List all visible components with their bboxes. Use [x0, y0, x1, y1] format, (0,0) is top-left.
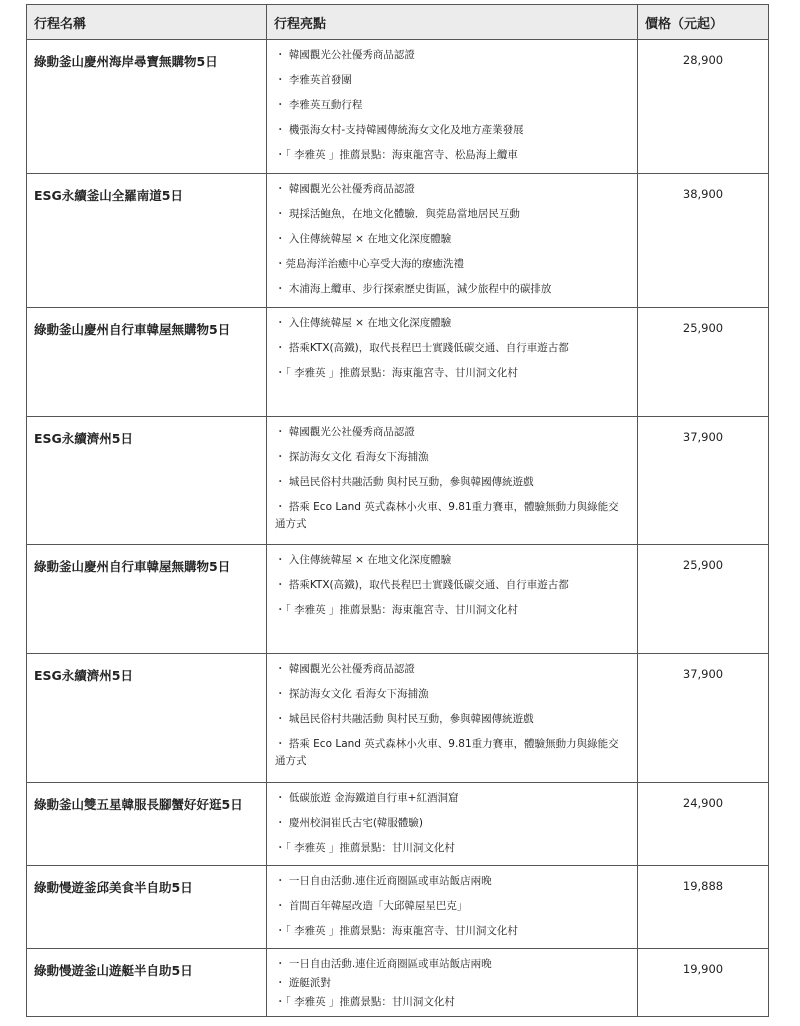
highlight-item: ・ 搭乘 Eco Land 英式森林小火車、9.81重力賽車，體驗無動力與綠能交通方式: [275, 501, 619, 530]
tour-name: 綠動釜山慶州自行車韓屋無購物5日: [27, 545, 267, 654]
highlight-list: [275, 315, 629, 382]
header-price: 價格（元起）: [638, 5, 769, 40]
tour-price: 25,900: [638, 545, 769, 654]
highlight-item: ・「 李雅英 」推薦景點：海東龍宮寺、甘川洞文化村: [275, 367, 518, 379]
tour-name: 綠動釜山慶州自行車韓屋無購物5日: [27, 308, 267, 417]
table-row: [27, 866, 769, 949]
tour-price: 38,900: [638, 174, 769, 308]
tour-price: 37,900: [638, 654, 769, 783]
highlight-item: ・ 李雅英互動行程: [275, 99, 363, 111]
table-row: [27, 654, 769, 783]
tour-price: 19,888: [638, 866, 769, 949]
tour-price: 37,900: [638, 417, 769, 545]
table-row: [27, 417, 769, 545]
highlight-list: [275, 47, 629, 164]
highlight-item: ・ 入住傳統韓屋 × 在地文化深度體驗: [275, 554, 452, 566]
highlight-list: [275, 661, 629, 770]
highlight-list: [275, 181, 629, 298]
tour-name: ESG永續濟州5日: [27, 417, 267, 545]
highlight-item: ・ 機張海女村-支持韓國傳統海女文化及地方產業發展: [275, 124, 524, 136]
header-row: [27, 5, 769, 40]
highlight-list: [275, 873, 629, 940]
highlight-item: ・ 搭乘 Eco Land 英式森林小火車、9.81重力賽車，體驗無動力與綠能交通方式: [275, 738, 619, 767]
tour-name: ESG永續釜山全羅南道5日: [27, 174, 267, 308]
highlight-item: ・ 探訪海女文化 看海女下海捕漁: [275, 688, 429, 700]
highlight-item: ・ 首間百年韓屋改造「大邱韓屋星巴克」: [275, 900, 468, 912]
highlight-list: [275, 956, 629, 1011]
highlight-list: [275, 424, 629, 533]
table-row: [27, 949, 769, 1017]
table-row: [27, 40, 769, 174]
tour-name: 綠動釜山慶州海岸尋寶無購物5日: [27, 40, 267, 174]
highlight-item: ・ 木浦海上纜車、步行探索歷史街區，減少旅程中的碳排放: [275, 283, 552, 295]
highlight-item: ・ 韓國觀光公社優秀商品認證: [275, 663, 415, 675]
highlight-item: ・ 一日自由活動.連住近商圈區或車站飯店兩晚: [275, 958, 492, 970]
tour-price: 25,900: [638, 308, 769, 417]
itinerary-table: [26, 4, 769, 1017]
highlight-item: ・ 城邑民俗村共融活動 與村民互動，參與韓國傳統遊戲: [275, 476, 534, 488]
highlight-item: ・ 入住傳統韓屋 × 在地文化深度體驗: [275, 233, 452, 245]
highlight-item: ・「 李雅英 」推薦景點：海東龍宮寺、松島海上纜車: [275, 149, 518, 161]
highlight-item: ・「 李雅英 」推薦景點：海東龍宮寺、甘川洞文化村: [275, 604, 518, 616]
highlight-item: ・ 搭乘KTX(高鐵)，取代長程巴士實踐低碳交通、自行車遊古都: [275, 342, 569, 354]
highlight-item: ・ 韓國觀光公社優秀商品認證: [275, 49, 415, 61]
highlight-item: ・ 探訪海女文化 看海女下海捕漁: [275, 451, 429, 463]
table-row: [27, 783, 769, 866]
highlight-item: ・ 低碳旅遊 金海鐵道自行車+紅酒洞窟: [275, 792, 459, 804]
tour-name: 綠動釜山雙五星韓服長腳蟹好好逛5日: [27, 783, 267, 866]
highlight-item: ・莞島海洋治癒中心享受大海的療癒洗禮: [275, 258, 464, 270]
highlight-item: ・ 韓國觀光公社優秀商品認證: [275, 183, 415, 195]
tour-name: 綠動慢遊釜山遊艇半自助5日: [27, 949, 267, 1017]
table-row: [27, 545, 769, 654]
highlight-item: ・ 遊艇派對: [275, 977, 331, 989]
tour-price: 24,900: [638, 783, 769, 866]
highlight-item: ・ 搭乘KTX(高鐵)，取代長程巴士實踐低碳交通、自行車遊古都: [275, 579, 569, 591]
table-row: [27, 308, 769, 417]
tour-price: 28,900: [638, 40, 769, 174]
highlight-item: ・「 李雅英 」推薦景點：甘川洞文化村: [275, 996, 455, 1008]
highlight-list: [275, 790, 629, 857]
tour-name: ESG永續濟州5日: [27, 654, 267, 783]
highlight-item: ・ 一日自由活動.連住近商圈區或車站飯店兩晚: [275, 875, 492, 887]
highlight-item: ・ 現採活鮑魚，在地文化體驗．與莞島當地居民互動: [275, 208, 520, 220]
highlight-list: [275, 552, 629, 619]
highlight-item: ・ 韓國觀光公社優秀商品認證: [275, 426, 415, 438]
highlight-item: ・ 入住傳統韓屋 × 在地文化深度體驗: [275, 317, 452, 329]
header-name: 行程名稱: [27, 5, 267, 40]
highlight-item: ・「 李雅英 」推薦景點：甘川洞文化村: [275, 842, 455, 854]
highlight-item: ・「 李雅英 」推薦景點：海東龍宮寺、甘川洞文化村: [275, 925, 518, 937]
header-highlights: 行程亮點: [267, 5, 638, 40]
tour-price: 19,900: [638, 949, 769, 1017]
highlight-item: ・ 李雅英首發團: [275, 74, 352, 86]
table-row: [27, 174, 769, 308]
highlight-item: ・ 慶州校洞崔氏古宅(韓服體驗): [275, 817, 424, 829]
highlight-item: ・ 城邑民俗村共融活動 與村民互動，參與韓國傳統遊戲: [275, 713, 534, 725]
tour-name: 綠動慢遊釜邱美食半自助5日: [27, 866, 267, 949]
